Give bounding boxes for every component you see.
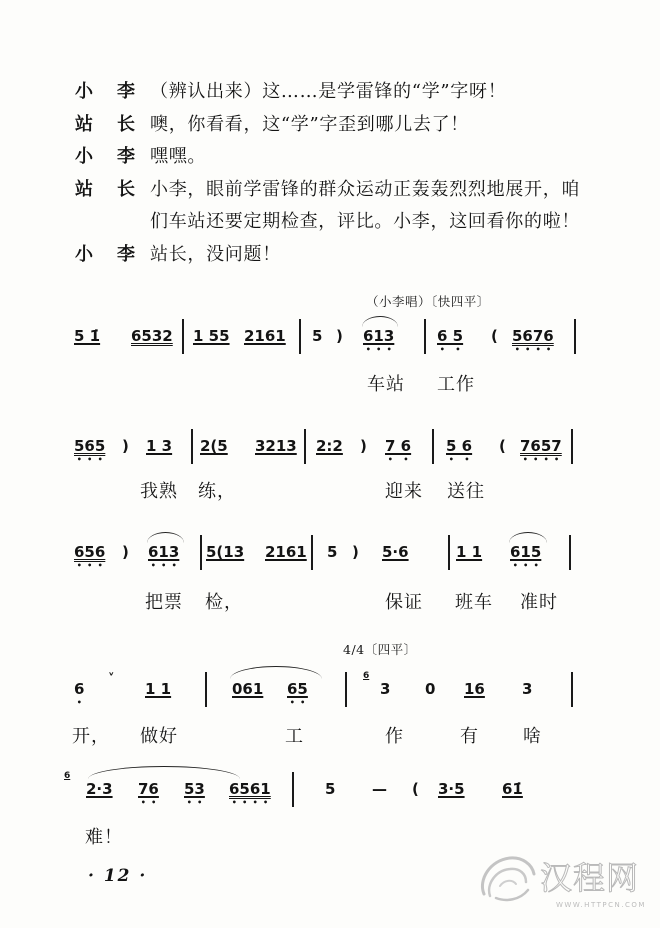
speech-line: 们车站还要定期检查，评比。小李，这回看你的啦！: [150, 211, 581, 232]
bar-line: [200, 535, 202, 570]
lyric: 工: [285, 726, 304, 747]
speaker-name: 站 长: [75, 178, 135, 200]
note-group: 16: [464, 680, 485, 698]
note-group: 65: [287, 680, 308, 698]
lyric: 车站: [367, 374, 405, 395]
bar-line: [191, 429, 193, 464]
note-group: 1 1: [456, 543, 483, 561]
dialogue-entry: [75, 174, 635, 239]
bar-line: [205, 672, 207, 707]
note-group: 6532: [131, 327, 173, 345]
note-group: 3·5: [438, 780, 465, 798]
lyric: 把票: [145, 592, 183, 613]
grace-note: 6: [363, 671, 370, 681]
speaker-name: 小 李: [75, 243, 135, 265]
note-group: 613: [363, 327, 395, 345]
speaker-name: 小 李: [75, 146, 135, 167]
lyric: 准时: [520, 592, 558, 613]
lyric: 有: [460, 726, 479, 747]
note-group: 1 1: [145, 680, 172, 698]
note-group: 61̇: [502, 780, 523, 798]
bar-line: [299, 319, 301, 354]
note-group: ): [122, 437, 129, 455]
score-row: [0, 543, 660, 613]
slur: [230, 666, 322, 679]
note-group: 5(13: [206, 543, 245, 561]
lyric: 送往: [447, 481, 485, 502]
note-group: 061: [232, 680, 264, 698]
bar-line: [574, 319, 576, 354]
bar-line: [311, 535, 313, 570]
bar-line: [448, 535, 450, 570]
watermark-url: WWW.HTTPCN.COM: [556, 901, 646, 909]
speech: [150, 174, 635, 239]
note-group: 6: [74, 680, 85, 698]
note-group: 5: [327, 543, 338, 561]
lyric: 练，: [198, 481, 236, 502]
note-group: ): [122, 543, 129, 561]
tempo-marking: （小李唱）〔快四平〕: [366, 294, 490, 309]
note-group: 6561: [229, 780, 271, 798]
speaker-name: 小 李: [75, 81, 135, 102]
note-group: ): [336, 327, 343, 345]
note-group: (: [412, 780, 419, 798]
bar-line: [571, 672, 573, 707]
page-number: · 12 ·: [88, 866, 148, 886]
note-group: 2161: [244, 327, 286, 345]
note-group: 5676: [512, 327, 554, 345]
lyric: 班车: [455, 592, 493, 613]
note-group: (: [499, 437, 506, 455]
note-group: 5 1̇: [74, 327, 101, 345]
dash-extension: —: [372, 780, 387, 798]
score-row: [0, 437, 660, 502]
breath-mark: ˅: [108, 672, 115, 687]
slur: [147, 532, 184, 543]
note-group: 2161: [265, 543, 307, 561]
bar-line: [304, 429, 306, 464]
slur: [362, 316, 398, 327]
lyric: 作: [385, 726, 404, 747]
speech-line: 噢，你看看，这“学”字歪到哪儿去了！: [150, 113, 470, 135]
lyric: 工作: [437, 374, 475, 395]
speech-line: 小李，眼前学雷锋的群众运动正轰轰烈烈地展开，咱: [150, 178, 581, 200]
note-group: 5 6: [446, 437, 473, 455]
note-group: 3: [522, 680, 533, 698]
bar-line: [345, 672, 347, 707]
dialogue-entry: [75, 239, 635, 272]
bar-line: [569, 535, 571, 570]
note-group: 53: [184, 780, 205, 798]
dialogue-block: [75, 76, 635, 271]
speech-line: 嘿嘿。: [150, 146, 207, 167]
grace-note: 6: [64, 771, 71, 781]
lyric: 开，: [72, 726, 110, 747]
lyric: 啥: [523, 726, 542, 747]
speech: [150, 141, 635, 174]
note-group: 7 6: [385, 437, 412, 455]
note-group: 613: [148, 543, 180, 561]
score-row: [0, 327, 660, 395]
slur: [88, 766, 240, 779]
speech-line: 站长，没问题！: [150, 243, 281, 265]
note-group: 565: [74, 437, 106, 455]
note-group: ): [352, 543, 359, 561]
watermark-name: 汉程网: [540, 859, 640, 897]
bar-line: [292, 772, 294, 807]
note-group: 2:2: [316, 437, 343, 455]
speech: [150, 239, 635, 272]
lyric: 迎来: [385, 481, 423, 502]
speech: [150, 109, 635, 142]
note-group: (: [491, 327, 498, 345]
note-group: 656: [74, 543, 106, 561]
lyric: 我熟: [140, 481, 178, 502]
bar-line: [571, 429, 573, 464]
speaker-name: 站 长: [75, 113, 135, 135]
note-group: 76: [138, 780, 159, 798]
note-group: 2(5: [200, 437, 228, 455]
bar-line: [424, 319, 426, 354]
score-row: [0, 671, 660, 747]
dialogue-entry: [75, 141, 635, 174]
note-group: 3: [380, 680, 391, 698]
watermark-logo-icon: [476, 850, 538, 908]
bar-line: [432, 429, 434, 464]
note-group: 5: [325, 780, 336, 798]
note-group: 3213: [255, 437, 297, 455]
lyric: 难！: [85, 827, 123, 848]
note-group: 1 3: [146, 437, 173, 455]
note-group: 2·3: [86, 780, 113, 798]
score-row: [0, 771, 660, 848]
note-group: 6 5: [437, 327, 464, 345]
meter-marking: 4/4〔四平〕: [343, 642, 417, 657]
note-group: 5·6: [382, 543, 409, 561]
note-group: 0: [425, 680, 436, 698]
dialogue-entry: [75, 109, 635, 142]
bar-line: [182, 319, 184, 354]
note-group: 615: [510, 543, 542, 561]
note-group: 7657: [520, 437, 562, 455]
speech: [150, 76, 635, 109]
lyric: 做好: [140, 726, 178, 747]
slur: [509, 532, 547, 543]
note-group: 5: [312, 327, 323, 345]
speech-line: （辨认出来）这……是学雷锋的“学”字呀！: [150, 81, 507, 102]
lyric: 检，: [205, 592, 243, 613]
note-group: ): [360, 437, 367, 455]
note-group: 1 55: [193, 327, 230, 345]
dialogue-entry: [75, 76, 635, 109]
lyric: 保证: [385, 592, 423, 613]
